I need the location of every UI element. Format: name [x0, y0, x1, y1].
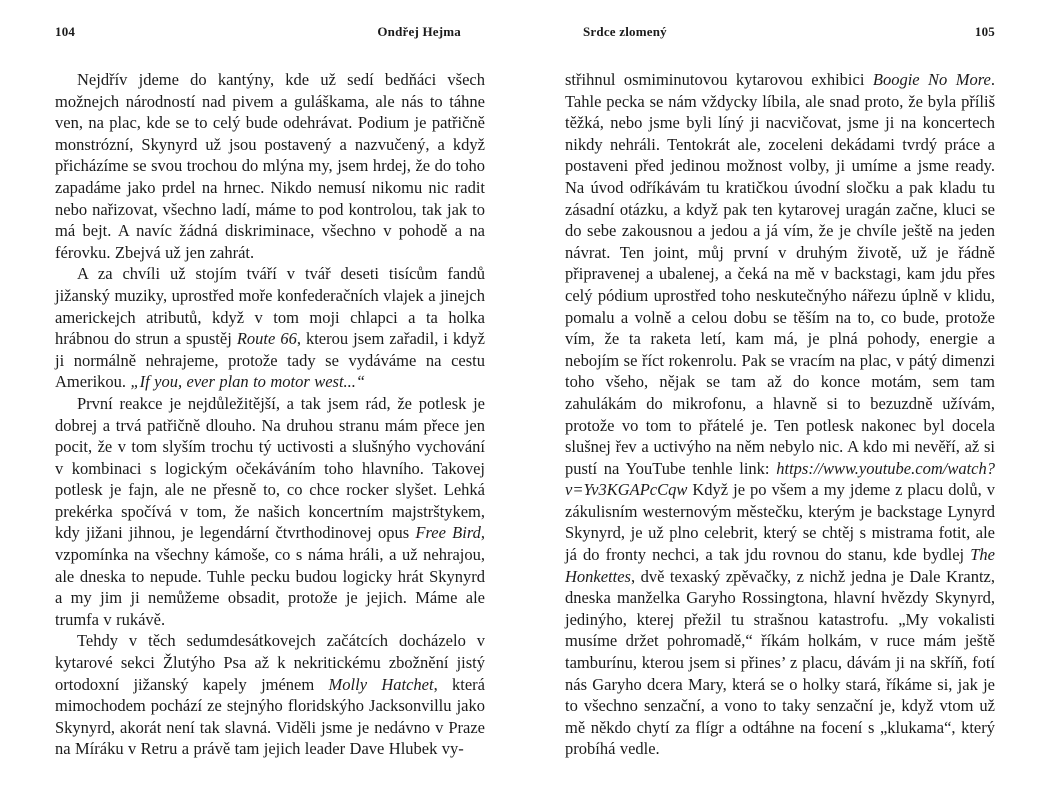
paragraph: [55, 630, 485, 760]
running-header-left: [55, 24, 485, 40]
text-run: Route 66: [236, 329, 297, 349]
page-right: [565, 0, 995, 800]
text-run: Tehdy v těch sedumdesátkovejch začátcích docházelo v kytarové sekci Žlutýho Psa až k nekritickému zbožnění jistý ortodoxní jižanský kapely jménem: [55, 631, 485, 694]
running-head-author: Ondřej Hejma: [377, 24, 461, 39]
page-body-left: [55, 69, 485, 760]
paragraph: [55, 393, 485, 631]
text-run: Nejdřív jdeme do kantýny, kde už sedí bedňáci všech možnejch národností nad pivem a guláškama, ale nás to táhne ven, na plac, kde se to celý bude odehrávat. Podium je patřičně monstrózní, Skynyrd už jsou postavený a nazvučený, a když přicházíme se svou trochou do mlýna my, jsem hrdej, že do toho zapadáme jako prdel na hrnec. Nikdo nemusí nikomu nic radit nebo nařizovat, všechno ladí, máme to pod kontrolou, tak jak to má bejt. A navíc žádná diskriminace, všechno v pohodě a na férovku. Zbejvá už jen zahrát.: [55, 70, 485, 262]
paragraph: [55, 263, 485, 393]
page-number-left: 104: [55, 24, 76, 39]
text-run: , která mimochodem pochází ze stejnýho floridskýho Jacksonvillu jako Skynyrd, akorát není tak slavná. Viděli jsme je nedávno v Praze na Míráku v Retru a právě tam jejich leader Dave Hlubek vy-: [55, 674, 485, 759]
text-run: , vzpomínka na všechny kámoše, co s náma hráli, a už nehrajou, ale dneska to nepude. Tuhle pecku budou logicky hrát Skynyrd a my jim ji nemůžeme obsadit, protože je jejich. Máme ale trumfa v rukávě.: [55, 523, 486, 629]
text-run: Free Bird: [415, 523, 481, 543]
running-header-right: [565, 24, 995, 40]
paragraph: [55, 69, 485, 263]
running-head-chapter: Srdce zlomený: [583, 24, 667, 39]
page-left: [55, 0, 485, 800]
text-run: The Honkettes: [565, 545, 995, 586]
page-body-right: [565, 69, 995, 760]
text-run: , kterou jsem zařadil, i když ji normálně nehrajeme, protože tady se vydáváme na cestu Amerikou.: [55, 329, 486, 392]
text-run: , dvě texaský zpěvačky, z nichž jedna je Dale Krantz, dneska manželka Garyho Rossingtona, hlavní hvězdy Skynyrd, jedinýho, kterej přežil tu strašnou katastrofu. „My vokalisti musíme držet pohromadě,“ říkám holkám, v ruce mám ještě tamburínu, kterou jsem si přines’ z placu, dávám ji na skříň, fotí nás Garyho dcera Mary, která se o holky stará, říkáme si, jak je to všechno senzační, a vono to taky senzační je, když vtom už mě někdo chytí za flígr a odtáhne na focení s „klukama“, který probíhá vedle.: [565, 566, 995, 759]
text-run: První reakce je nejdůležitější, a tak jsem rád, že potlesk je dobrej a trvá patřičně dlouho. Na druhou stranu mám přece jen pocit, že v tom slyším trochu tý uctivosti a slušnýho vychování v kombinaci s logickým očekáváním toho hlavního. Takovej potlesk je fajn, ale ne přesně to, co chce rocker slyšet. Lehká prekérka spočívá v tom, že našich koncertním majstrštykem, kdy jižani jihnou, je legendární čtvrthodinovej opus: [55, 393, 485, 543]
text-run: A za chvíli už stojím tváří v tvář deseti tisícům fandů jižanský muziky, uprostřed moře konfederačních vlajek a jinejch americkejch atributů, když v tom moji chlapci a ta holka hrábnou do strun a spustěj: [55, 264, 485, 349]
text-run: https://www.youtube.com/watch?v=Yv3KGAPcCqw: [565, 458, 995, 500]
text-run: Boogie No More: [872, 70, 991, 89]
text-run: „If you, ever plan to motor west...“: [130, 372, 366, 392]
paragraph: [565, 69, 995, 760]
text-run: Když je po všem a my jdeme z placu dolů, v zákulisním westernovým městečku, kterým je backstage Lynyrd Skynyrd, je už plno celebrit, který se chtěj s mistrama fotit, ale já do fronty nechci, a tak jdu rovnou do stanu, kde bydlej: [565, 480, 995, 565]
page-number-right: 105: [974, 24, 995, 39]
text-run: střihnul osmiminutovou kytarovou exhibici: [565, 70, 873, 89]
text-run: . Tahle pecka se nám vždycky líbila, ale snad proto, že byla příliš těžká, nebo jsme byli líný ji nacvičovat, jsme ji na koncertech nikdy nehráli. Tentokrát ale, zoceleni dekádami tvrdý práce a postaveni před jedinou možnost volby, ji umíme a jsme ready. Na úvod odříkávám tu kratičkou úvodní sločku a pak kladu tu zásadní otázku, a když pak ten kytarovej uragán začne, kluci se do sebe zakousnou a jedou a já vím, že je chvíle ještě na jeden návrat. Ten joint, můj první v druhým životě, už je řádně připravenej a ubalenej, a čeká na mě v backstagi, kam jdu přes celý pódium uprostřed toho neskutečnýho nářezu úplně v klidu, pomalu a volně a celou dobu se těším na to, co bude, protože vím, že ta raketa letí, kam má, je plná pohody, energie a nebojím se říct rokenrolu. Pak se vracím na plac, v pátý dimenzi toho všeho, nějak se tam až do konce motám, sem tam zahulákám do mikrofonu, a hlavně si to bezuzdně užívám, protože vo tom to přátelé je. Ten potlesk nakonec byl docela slušnej řev a uctivýho na něm nebylo nic. A kdo mi nevěří, až si pustí na YouTube tenhle link:: [565, 70, 995, 478]
text-run: Molly Hatchet: [328, 674, 434, 694]
